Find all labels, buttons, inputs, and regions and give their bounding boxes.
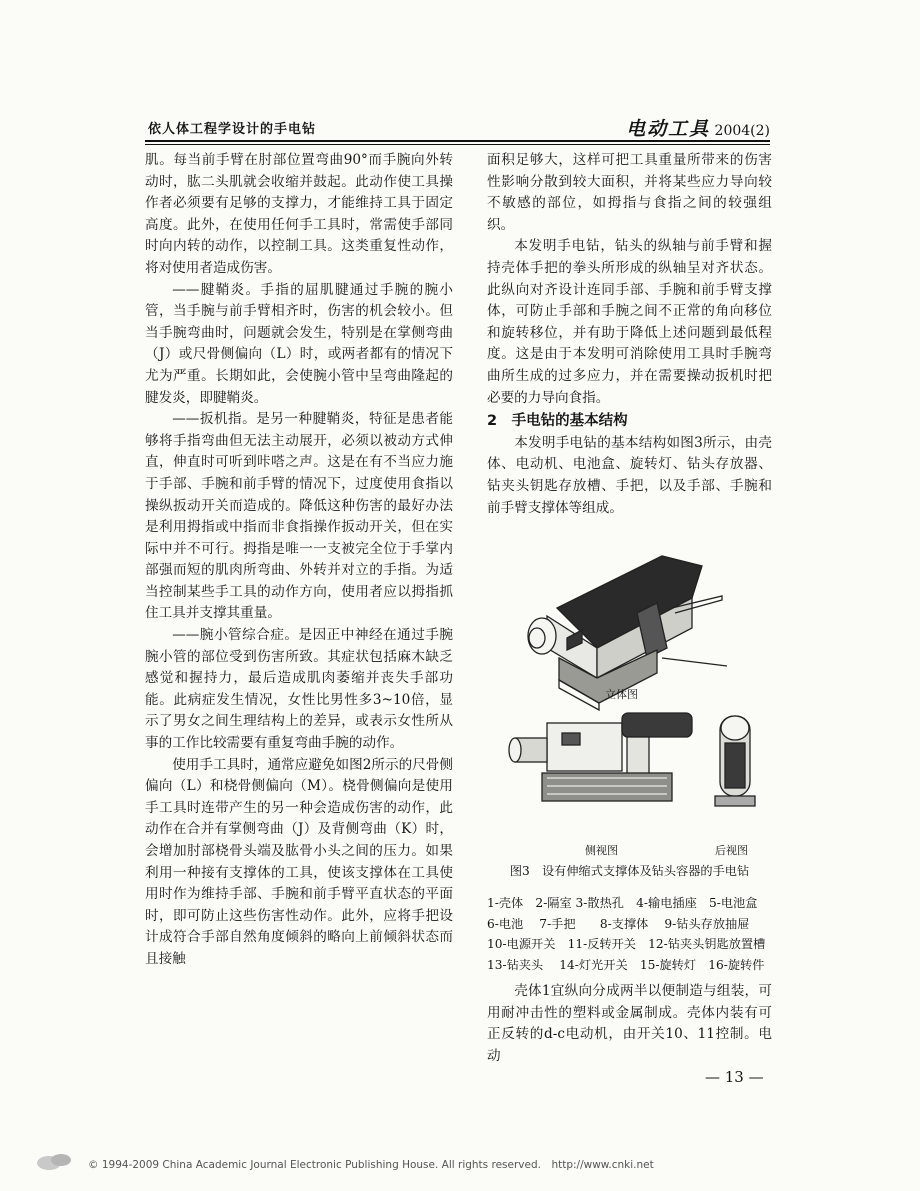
caption-iso-view: 立体图 <box>605 688 638 701</box>
paragraph: 本发明手电钻的基本结构如图3所示，由壳体、电动机、电池盒、旋转灯、钻头存放器、钻夹头钥匙存放槽、手把，以及手部、手腕和前手臂支撑体等组成。 <box>487 434 772 516</box>
right-column-continued <box>487 981 772 1067</box>
journal-issue: 2004(2) <box>714 123 770 139</box>
figure-drill <box>487 538 772 883</box>
figure-caption: 图3 设有伸缩式支撑体及钻头容器的手电钻 <box>509 864 750 878</box>
legend-row: 10-电源开关 11-反转开关 12-钻夹头钥匙放置槽 <box>487 937 766 951</box>
paragraph: 面积足够大，这样可把工具重量所带来的伤害性影响分散到较大面积，并将某些应力导向较不敏感的部位，如拇指与食指之间的较强组织。 <box>487 152 772 233</box>
page-number: — 13 — <box>705 1068 764 1086</box>
legend-row: 6-电池 7-手把 8-支撑体 9-钻头存放抽屉 <box>487 916 750 931</box>
copyright-footer: © 1994-2009 China Academic Journal Electronic Publishing House. All rights reserved. http://www.cnki.net <box>88 1159 654 1171</box>
running-title: 依人体工程学设计的手电钻 <box>148 122 317 137</box>
journal-name: 电动工具 <box>626 118 711 140</box>
section-heading: 2 手电钻的基本结构 <box>487 413 628 430</box>
right-column <box>487 150 772 519</box>
journal-header <box>626 114 770 141</box>
caption-side-view: 侧视图 <box>585 844 618 857</box>
left-column <box>145 150 453 971</box>
paragraph: 使用手工具时，通常应避免如图2所示的尺骨侧偏向（L）和桡骨侧偏向（M）。桡骨侧偏向是使用手工具时连带产生的另一种会造成伤害的动作，此动作在合并有掌侧弯曲（J）及背侧弯曲（K）时，会增加肘部桡骨头端及肱骨小头之间的压力。如果利用一种接有支撑体的工具，使该支撑体在工具使用时作为维持手部、手腕和前手臂平直状态的平面时，即可防止这些伤害性动作。此外，应将手把设计成符合手部自然角度倾斜的略向上前倾斜状态而且接触 <box>145 756 453 967</box>
paragraph: 壳体1宜纵向分成两半以便制造与组装，可用耐冲击性的塑料或金属制成。壳体内装有可正反转的d-c电动机，由开关10、11控制。电动 <box>487 983 772 1064</box>
legend-row: 13-钻夹头 14-灯光开关 15-旋转灯 16-旋转件 <box>487 957 765 972</box>
paragraph: ——扳机指。是另一种腱鞘炎，特征是患者能够将手指弯曲但无法主动展开，必须以被动方式伸直，伸直时可听到咔嗒之声。这是在有不当应力施于手部、手腕和前手臂的情况下，过度使用食指以操纵扳动开关而造成的。降低这种伤害的最好办法是利用拇指或中指而非食指操作扳动开关，但在实际中并不可行。拇指是唯一一支被完全位于手掌内部强而短的肌肉所弯曲、外转并对立的手指。为适当控制某些手工具的动作方向，使用者应以拇指抓住工具并支撑其重量。 <box>145 411 453 622</box>
paragraph: ——腱鞘炎。手指的屈肌腱通过手腕的腕小管，当手腕与前手臂相齐时，伤害的机会较小。但当手腕弯曲时，问题就会发生，特别是在掌侧弯曲（J）或尺骨侧偏向（L）时，或两者都有的情况下尤为严重。长期如此，会使腕小管中呈弯曲隆起的腱发炎，即腱鞘炎。 <box>145 281 453 406</box>
paragraph: 本发明手电钻，钻头的纵轴与前手臂和握持壳体手把的拳头所形成的纵轴呈对齐状态。此纵向对齐设计连同手部、手腕和前手臂支撑体，可防止手部和手腕之间不正常的角向移位和旋转移位，并有助于降低上述问题到最低程度。这是由于本发明可消除使用工具时手腕弯曲所生成的过多应力，并在需要操动扳机时把必要的力导向食指。 <box>487 238 772 406</box>
header-rule <box>145 140 770 142</box>
legend-row: 1-壳体 2-隔室 3-散热孔 4-输电插座 5-电池盒 <box>487 896 758 910</box>
figure-legend <box>487 893 777 975</box>
paragraph: 肌。每当前手臂在肘部位置弯曲90°而手腕向外转动时，肱二头肌就会收缩并鼓起。此动作使工具操作者必须要有足够的支撑力，才能维持工具于固定高度。此外，在使用任何手工具时，常需使手部同时向内转的动作，以控制工具。这类重复性动作，将对使用者造成伤害。 <box>145 152 453 276</box>
header-rule-thin <box>145 144 770 145</box>
caption-rear-view: 后视图 <box>715 844 748 857</box>
cnki-logo-icon <box>35 1150 75 1172</box>
paragraph: ——腕小管综合症。是因正中神经在通过手腕腕小管的部位受到伤害所致。其症状包括麻木缺乏感觉和握持力，最后造成肌肉萎缩并丧失手部功能。此病症发生情况，女性比男性多3~10倍，显示了男女之间生理结构上的差异，或表示女性所从事的工作比较需要有重复弯曲手腕的动作。 <box>145 627 453 752</box>
